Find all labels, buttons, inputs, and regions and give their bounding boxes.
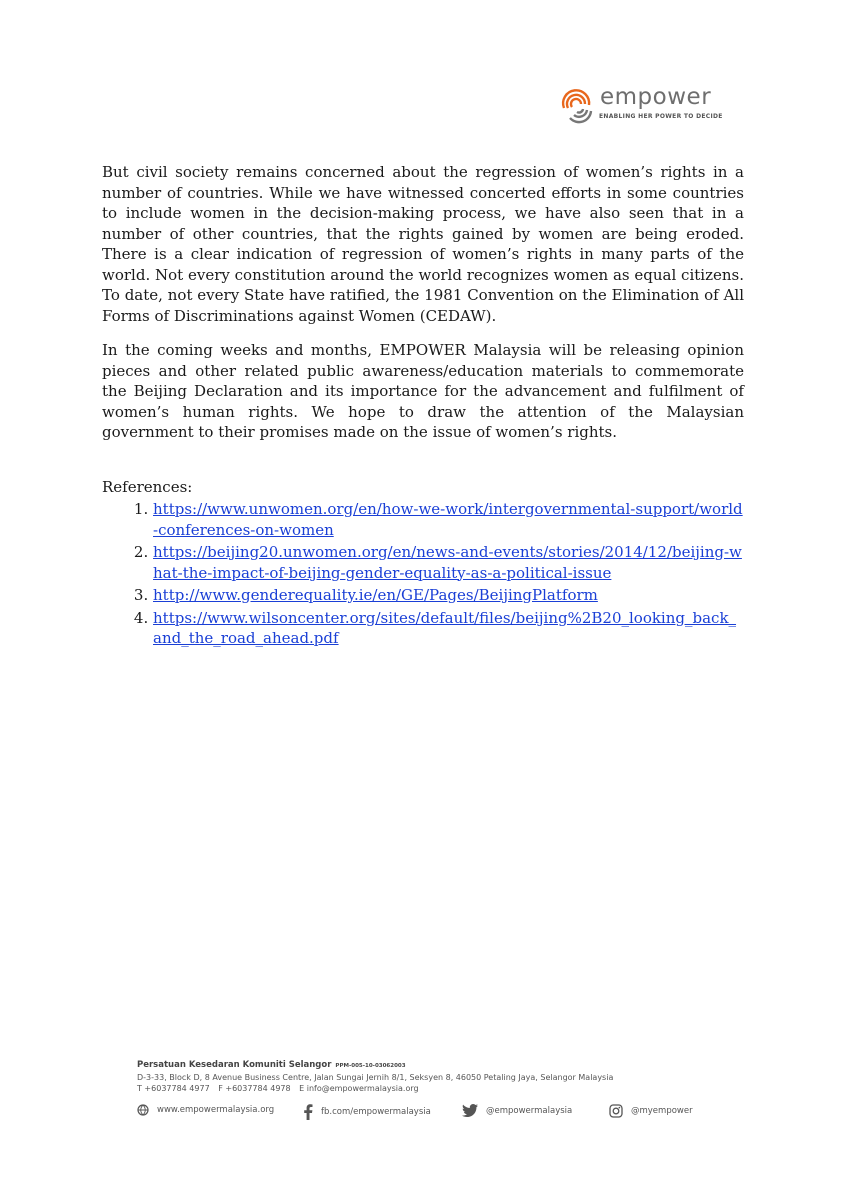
footer-phone: T +6037784 4977 <box>137 1084 210 1093</box>
logo-wordmark: empower <box>600 84 712 110</box>
twitter-text: @empowermalaysia <box>486 1105 573 1116</box>
instagram-icon <box>609 1104 623 1118</box>
twitter-icon <box>462 1104 478 1117</box>
footer-fax: F +6037784 4978 <box>218 1084 291 1093</box>
footer-twitter[interactable] <box>462 1104 572 1117</box>
facebook-icon <box>303 1104 313 1120</box>
reference-link-unwomen[interactable]: https://www.unwomen.org/en/how-we-work/intergovernmental-support/world-conferences-on-women <box>153 500 743 539</box>
facebook-text: fb.com/empowermalaysia <box>321 1107 431 1117</box>
globe-icon <box>137 1104 149 1116</box>
reference-link-wilsoncenter[interactable]: https://www.wilsoncenter.org/sites/default/files/beijing%2B20_looking_back_and_the_road_ahead.pdf <box>153 608 737 647</box>
letter-body <box>102 162 744 651</box>
reference-item <box>153 542 744 583</box>
footer-org <box>137 1060 737 1070</box>
references-heading: References: <box>102 477 193 496</box>
reference-link-genderequality[interactable]: http://www.genderequality.ie/en/GE/Pages/BeijingPlatform <box>153 586 598 604</box>
references-list <box>102 499 744 649</box>
reference-item <box>153 499 744 540</box>
paragraph-regression: But civil society remains concerned about the regression of women’s rights in a number of countries. While we have witnessed concerted efforts in some countries to include women in the decision-making process, we have also seen that in a number of other countries, that the rights gained by women are being eroded. There is a clear indication of regression of women’s rights in many parts of the world. Not every constitution around the world recognizes women as equal citizens. To date, not every State have ratified, the 1981 Convention on the Elimination of All Forms of Discriminations against Women (CEDAW). <box>102 163 744 325</box>
org-registration: PPM-005-10-03062003 <box>335 1063 406 1069</box>
website-text: www.empowermalaysia.org <box>157 1105 275 1115</box>
empower-logo-mark-icon <box>558 78 596 124</box>
logo-tagline: ENABLING HER POWER TO DECIDE <box>599 113 723 120</box>
paragraph-coming-weeks: In the coming weeks and months, EMPOWER Malaysia will be releasing opinion pieces and other related public awareness/education materials to commemorate the Beijing Declaration and its importance for the advancement and fulfilment of women’s human rights. We hope to draw the attention of the Malaysian government to their promises made on the issue of women’s rights. <box>102 341 744 441</box>
reference-link-beijing20[interactable]: https://beijing20.unwomen.org/en/news-and-events/stories/2014/12/beijing-what-the-impact-of-beijing-gender-equality-as-a-political-issue <box>153 543 742 582</box>
reference-item <box>153 585 744 606</box>
footer-email: E info@empowermalaysia.org <box>299 1084 419 1093</box>
org-name: Persatuan Kesedaran Komuniti Selangor <box>137 1060 332 1070</box>
footer-instagram[interactable] <box>609 1104 693 1118</box>
instagram-text: @myempower <box>631 1106 693 1116</box>
reference-item <box>153 608 744 649</box>
footer-website[interactable] <box>137 1104 274 1116</box>
footer-facebook[interactable] <box>303 1104 431 1120</box>
footer-social <box>137 1104 737 1124</box>
footer-address: D-3-33, Block D, 8 Avenue Business Centre, Jalan Sungai Jernih 8/1, Seksyen 8, 46050 Petaling Jaya, Selangor Malaysia <box>137 1073 614 1082</box>
letterhead-footer <box>137 1060 737 1117</box>
empower-logo <box>558 78 723 128</box>
footer-contact <box>137 1084 737 1093</box>
